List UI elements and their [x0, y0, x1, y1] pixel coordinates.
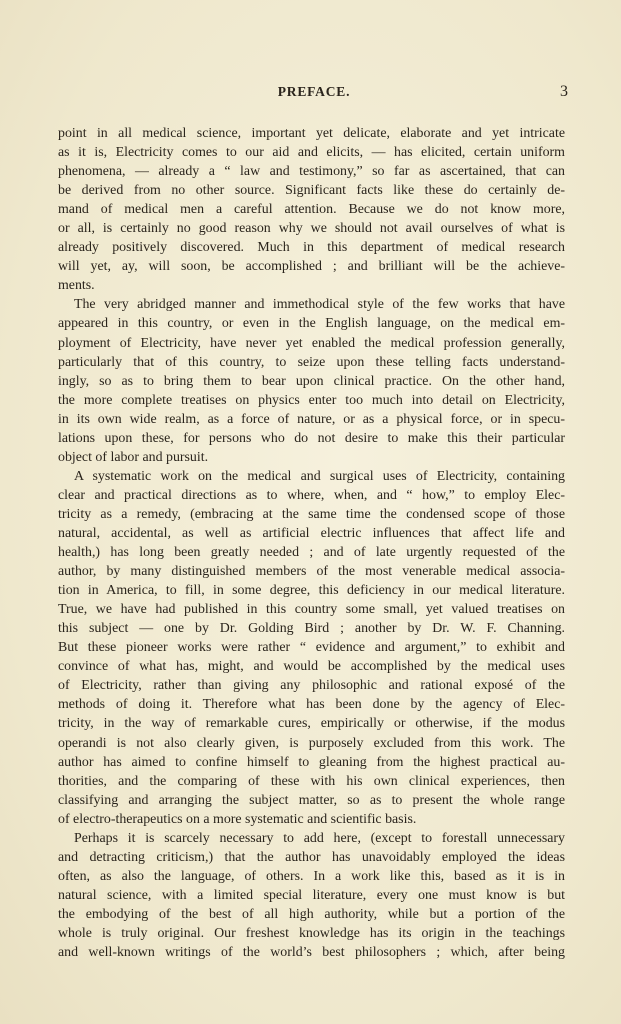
text-line: thorities, and the comparing of these with his own clinical experiences, then: [58, 773, 565, 789]
text-line: lations upon these, for persons who do not desire to make this their particular: [58, 430, 565, 446]
text-line: natural, accidental, as well as artificial electric influences that affect life and: [58, 525, 565, 541]
text-line: the more complete treatises on physics enter too much into detail on Electricity,: [58, 392, 565, 408]
text-line: and detracting criticism,) that the author has unavoidably employed the ideas: [58, 849, 565, 865]
text-line: Perhaps it is scarcely necessary to add here, (except to forestall unnecessary: [74, 830, 565, 846]
text-line: or all, is certainly no good reason why we should not avail ourselves of what is: [58, 221, 565, 237]
text-line: classifying and arranging the subject matter, so as to present the whole range: [58, 792, 565, 808]
text-line: whole is truly original. Our freshest knowledge has its origin in the teachings: [58, 925, 565, 941]
text-line: in its own wide realm, as a force of nature, or as a physical force, or in specu-: [58, 411, 565, 427]
text-line: of electro-therapeutics on a more systematic and scientific basis.: [58, 811, 417, 827]
text-line: ingly, so as to bring them to bear upon clinical practice. On the other hand,: [58, 373, 565, 389]
text-line: convince of what has, might, and would be accomplished by the medical uses: [58, 659, 565, 675]
text-line: as it is, Electricity comes to our aid and elicits, — has elicited, certain uniform: [58, 145, 565, 161]
text-line: author, by many distinguished members of the most venerable medical associa-: [58, 564, 565, 580]
text-line: and well-known writings of the world’s best philosophers ; which, after being: [58, 945, 565, 961]
text-line: health,) has long been greatly needed ; and of late urgently requested of the: [58, 545, 565, 561]
text-line: tricity, in the way of remarkable cures, empirically or otherwise, if the modus: [58, 716, 565, 732]
text-line: The very abridged manner and immethodical style of the few works that have: [74, 297, 565, 313]
text-line: But these pioneer works were rather “ evidence and argument,” to exhibit and: [58, 640, 565, 656]
text-line: appeared in this country, or even in the English language, on the medical em-: [58, 316, 565, 332]
page-number: 3: [560, 83, 568, 100]
text-line: particularly that of this country, to seize upon these telling facts understand-: [58, 354, 565, 370]
text-line: ments.: [58, 278, 95, 294]
text-line: the embodying of the best of all high authority, while but a portion of the: [58, 906, 565, 922]
text-line: methods of doing it. Therefore what has been done by the agency of Elec-: [58, 697, 565, 713]
text-line: often, as also the language, of others. In a work like this, based as it is in: [58, 868, 565, 884]
text-line: of Electricity, rather than giving any philosophic and rational exposé of the: [58, 678, 565, 694]
text-line: True, we have had published in this country some small, yet valued treatises on: [58, 602, 565, 618]
text-line: already positively discovered. Much in this department of medical research: [58, 240, 565, 256]
text-line: clear and practical directions as to where, when, and “ how,” to employ Elec-: [58, 487, 565, 503]
text-line: phenomena, — already a “ law and testimony,” so far as ascertained, that can: [58, 164, 565, 180]
page-header: [58, 84, 570, 106]
text-line: this subject — one by Dr. Golding Bird ; another by Dr. W. F. Channing.: [58, 621, 565, 637]
text-line: operandi is not also clearly given, is purposely excluded from this work. The: [58, 735, 565, 751]
text-line: author has aimed to confine himself to gleaning from the highest practical au-: [58, 754, 565, 770]
text-line: point in all medical science, important yet delicate, elaborate and yet intricate: [58, 126, 565, 141]
text-line: tion in America, to fill, in some degree, this deficiency in our medical literature.: [58, 583, 565, 599]
body-text: [58, 124, 565, 962]
text-line: ployment of Electricity, have never yet enabled the medical profession generally,: [58, 335, 565, 351]
text-line: natural science, with a limited special literature, every one must know is but: [58, 887, 565, 903]
text-line: tricity as a remedy, (embracing at the same time the condensed scope of those: [58, 506, 565, 522]
text-line: object of labor and pursuit.: [58, 449, 209, 465]
text-line: will yet, ay, will soon, be accomplished ; and brilliant will be the achieve-: [58, 259, 565, 275]
text-line: be derived from no other source. Significant facts like these do certainly de-: [58, 183, 565, 199]
text-line: mand of medical men a careful attention. Because we do not know more,: [58, 202, 565, 218]
text-line: A systematic work on the medical and surgical uses of Electricity, containing: [74, 468, 565, 484]
running-head: PREFACE.: [277, 84, 351, 99]
